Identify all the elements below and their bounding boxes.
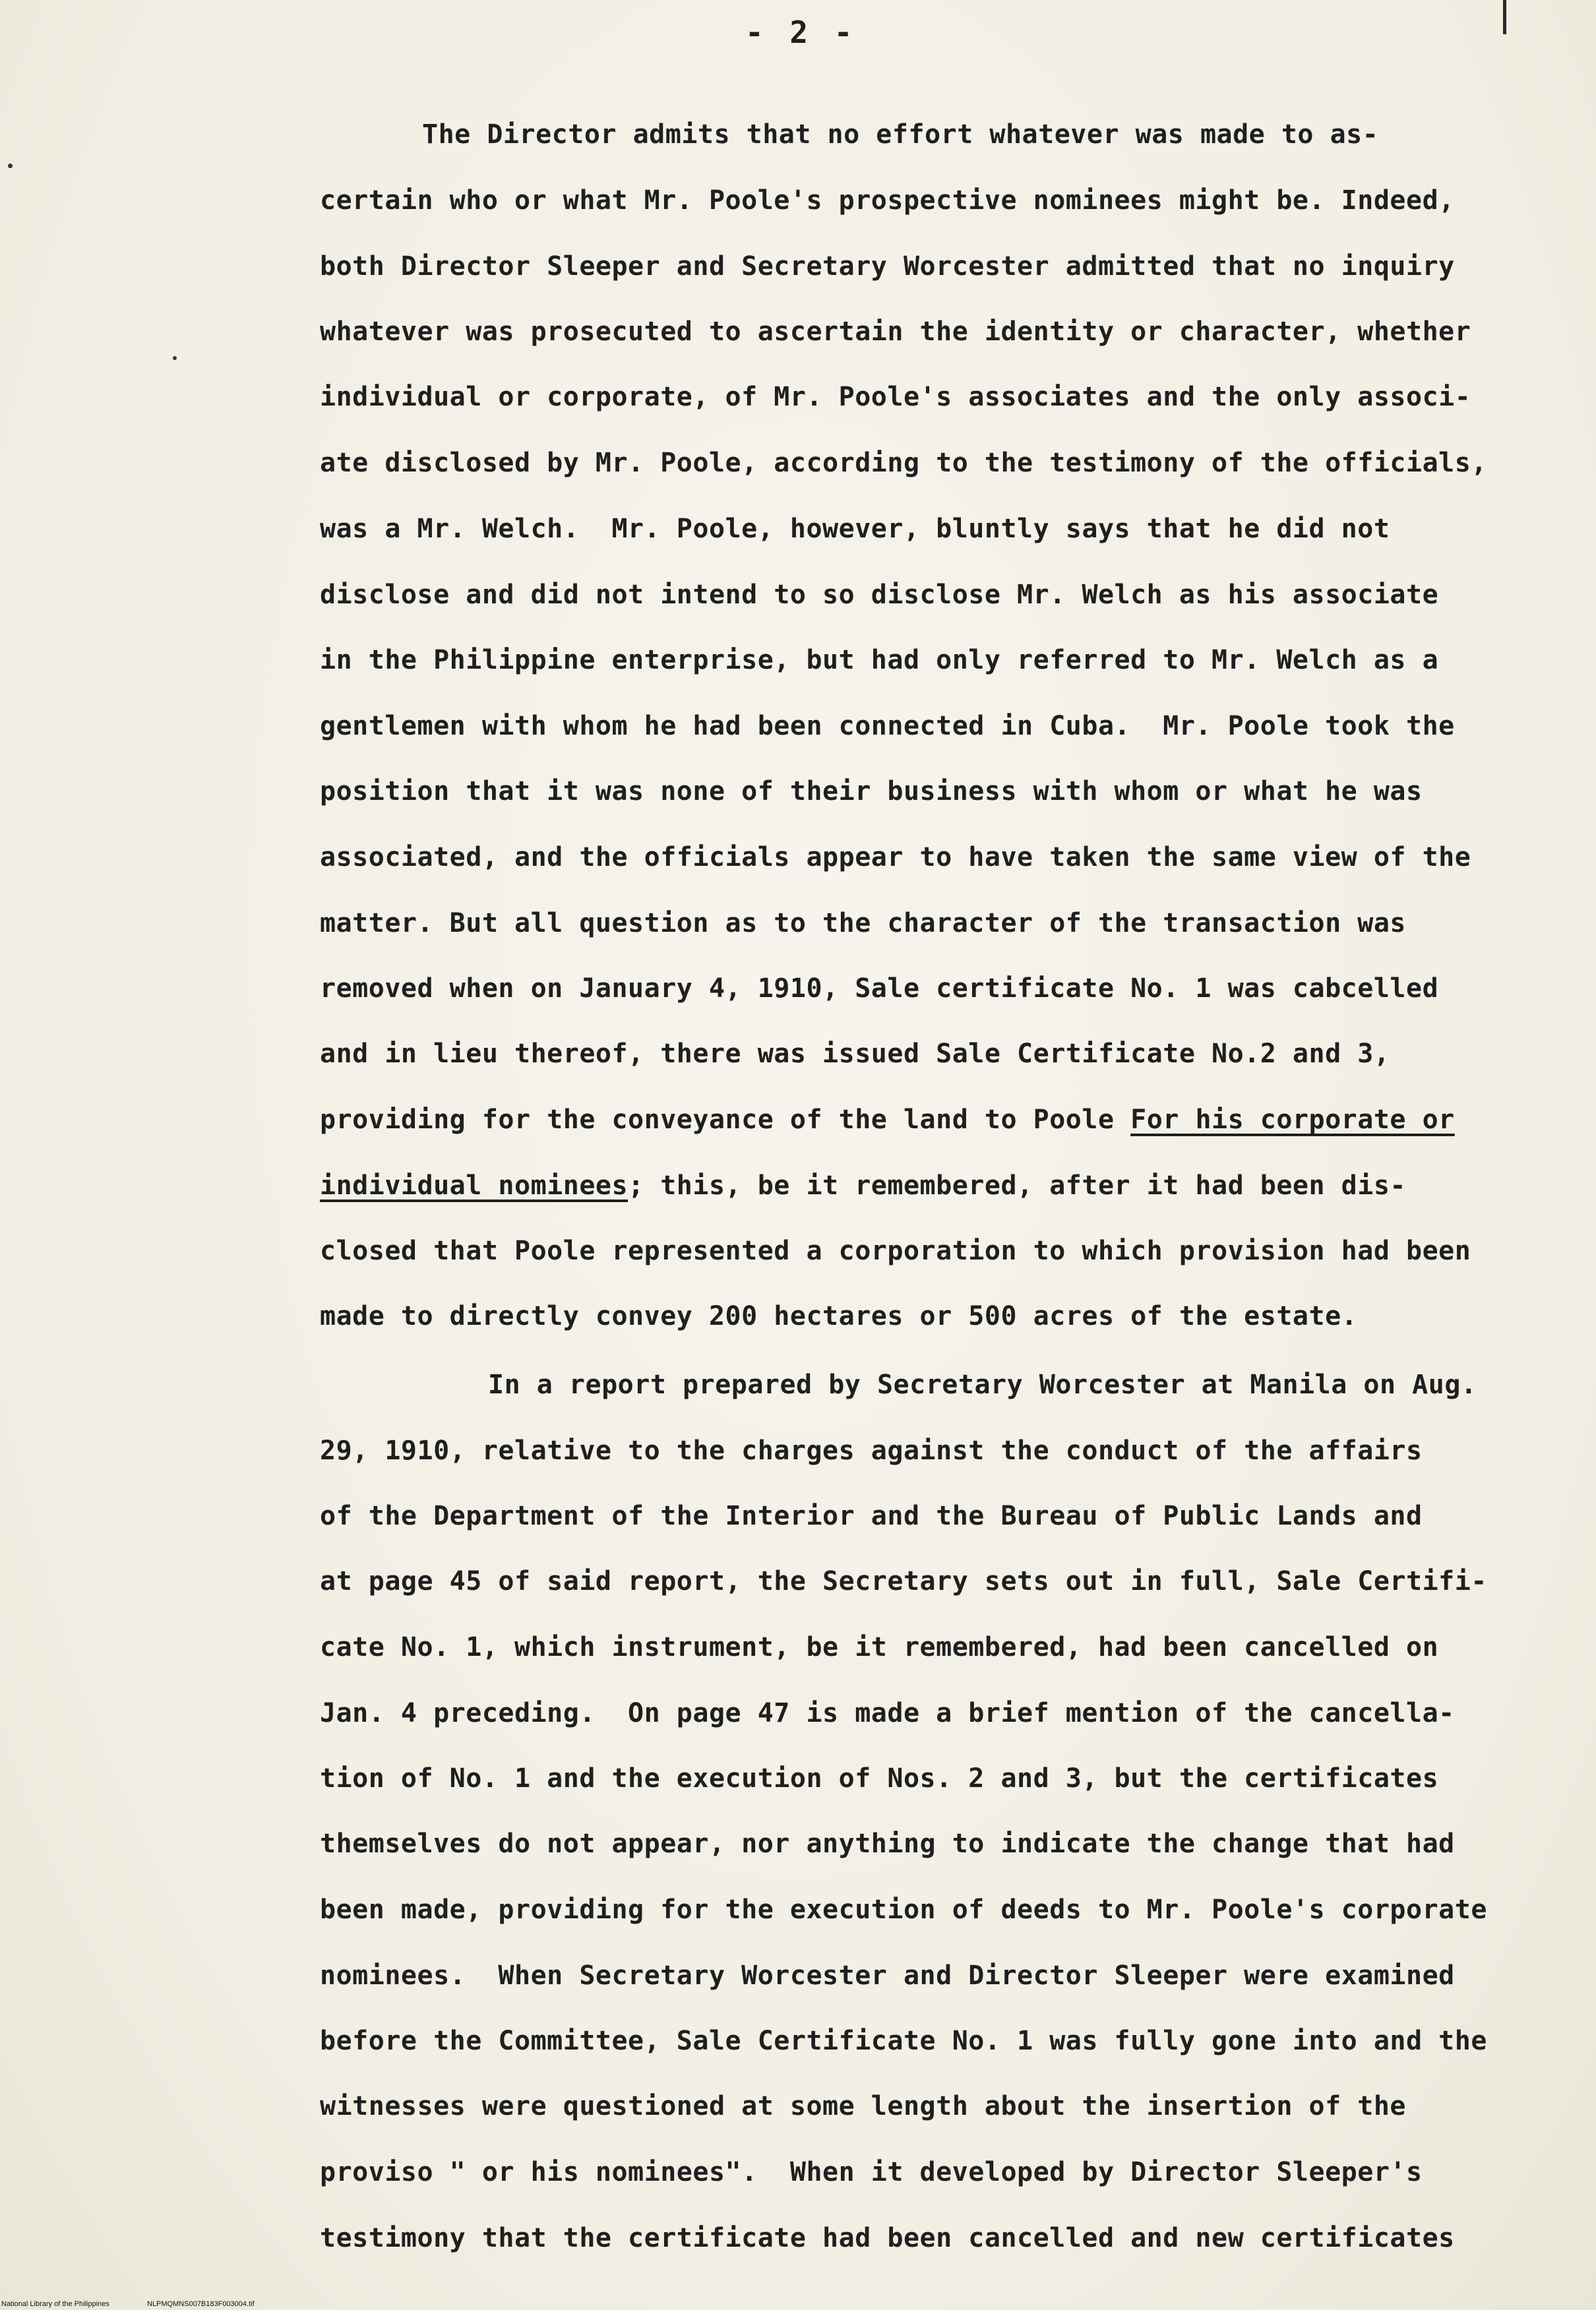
text-line: whatever was prosecuted to ascertain the identity or character, whether [320, 317, 1471, 347]
line-text: providing for the conveyance of the land to Poole [320, 1105, 1131, 1135]
text-line: closed that Poole represented a corporation to which provision had been [320, 1236, 1471, 1266]
text-line: associated, and the officials appear to have taken the same view of the [320, 842, 1471, 872]
text-line: of the Department of the Interior and the Bureau of Public Lands and [320, 1501, 1423, 1531]
text-line [320, 1100, 1455, 1140]
margin-mark [1503, 0, 1506, 34]
page-number: - 2 - [745, 15, 857, 50]
text-line: removed when on January 4, 1910, Sale certificate No. 1 was cabcelled [320, 973, 1439, 1004]
text-line: been made, providing for the execution of deeds to Mr. Poole's corporate [320, 1895, 1487, 1925]
text-line: disclose and did not intend to so disclose Mr. Welch as his associate [320, 580, 1439, 610]
text-line: witnesses were questioned at some length about the insertion of the [320, 2091, 1406, 2121]
paper-speck [8, 164, 13, 168]
text-line: at page 45 of said report, the Secretary sets out in full, Sale Certifi- [320, 1566, 1487, 1596]
text-line: testimony that the certificate had been cancelled and new certificates [320, 2223, 1455, 2253]
text-line: gentlemen with whom he had been connected in Cuba. Mr. Poole took the [320, 711, 1455, 741]
archive-credit: National Library of the Philippines [1, 2300, 109, 2308]
text-line: In a report prepared by Secretary Worcester at Manila on Aug. [488, 1370, 1477, 1400]
text-line: was a Mr. Welch. Mr. Poole, however, bluntly says that he did not [320, 514, 1390, 544]
text-line: and in lieu thereof, there was issued Sale Certificate No.2 and 3, [320, 1039, 1390, 1069]
underlined-phrase: individual nominees [320, 1170, 629, 1201]
text-line: position that it was none of their business with whom or what he was [320, 776, 1423, 806]
text-line: matter. But all question as to the character of the transaction was [320, 908, 1406, 938]
text-line: tion of No. 1 and the execution of Nos. 2 and 3, but the certificates [320, 1763, 1439, 1794]
text-line: Jan. 4 preceding. On page 47 is made a brief mention of the cancella- [320, 1698, 1455, 1728]
text-line: themselves do not appear, nor anything to indicate the change that had [320, 1829, 1455, 1859]
text-line: in the Philippine enterprise, but had only referred to Mr. Welch as a [320, 645, 1439, 675]
text-line: proviso " or his nominees". When it developed by Director Sleeper's [320, 2157, 1423, 2187]
archive-filename: NLPMQMNS007B183F003004.tif [147, 2300, 255, 2308]
text-line: before the Committee, Sale Certificate No. 1 was fully gone into and the [320, 2026, 1487, 2056]
text-line: both Director Sleeper and Secretary Worcester admitted that no inquiry [320, 251, 1455, 282]
text-line: ate disclosed by Mr. Poole, according to the testimony of the officials, [320, 448, 1487, 478]
underlined-phrase: For his corporate or [1130, 1105, 1455, 1135]
text-line: 29, 1910, relative to the charges against the conduct of the affairs [320, 1436, 1423, 1466]
text-line: nominees. When Secretary Worcester and Director Sleeper were examined [320, 1960, 1455, 1991]
text-line [320, 1166, 1406, 1205]
text-line: The Director admits that no effort whatever was made to as- [422, 119, 1379, 150]
text-line: certain who or what Mr. Poole's prospective nominees might be. Indeed, [320, 185, 1455, 216]
line-text: ; this, be it remembered, after it had been dis- [628, 1170, 1406, 1201]
paper-speck [173, 356, 177, 360]
text-line: cate No. 1, which instrument, be it remembered, had been cancelled on [320, 1632, 1439, 1662]
text-line: made to directly convey 200 hectares or 500 acres of the estate. [320, 1301, 1358, 1331]
text-line: individual or corporate, of Mr. Poole's associates and the only associ- [320, 382, 1471, 412]
